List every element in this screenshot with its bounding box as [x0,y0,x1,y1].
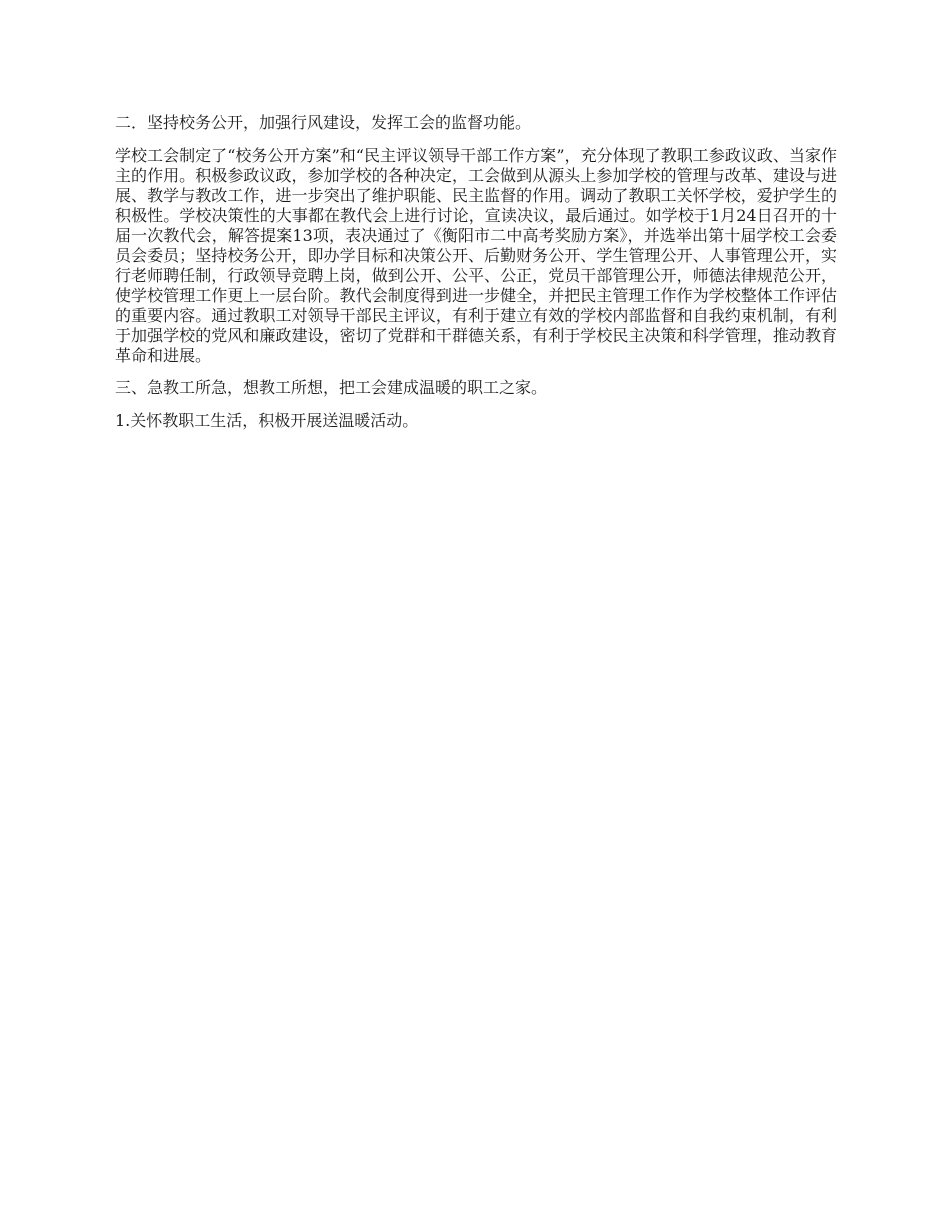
body-paragraph: 学校工会制定了“校务公开方案”和“民主评议领导干部工作方案”，充分体现了教职工参政议政、当家作主的作用。积极参政议政，参加学校的各种决定，工会做到从源头上参加学校的管理与改革、建设与进展、教学与教改工作，进一步突出了维护职能、民主监督的作用。调动了教职工关怀学校，爱护学生的积极性。学校决策性的大事都在教代会上进行讨论，宣读决议，最后通过。如学校于1月24日召开的十届一次教代会，解答提案13项，表决通过了《衡阳市二中高考奖励方案》，并选举出第十届学校工会委员会委员；坚持校务公开，即办学目标和决策公开、后勤财务公开、学生管理公开、人事管理公开，实行老师聘任制，行政领导竞聘上岗，做到公开、公平、公正，党员干部管理公开，师德法律规范公开，使学校管理工作更上一层台阶。教代会制度得到进一步健全，并把民主管理工作作为学校整体工作评估的重要内容。通过教职工对领导干部民主评议，有利于建立有效的学校内部监督和自我约束机制，有利于加强学校的党风和廉政建设，密切了党群和干群德关系，有利于学校民主决策和科学管理，推动教育革命和进展。 [115,146,837,365]
section-heading-3: 三、急教工所急，想教工所想，把工会建成温暖的职工之家。 [115,378,548,397]
document-body [115,113,837,443]
subsection-heading-1: 1.关怀教职工生活，积极开展送温暖活动。 [115,411,419,430]
section-heading-2: 二．坚持校务公开，加强行风建设，发挥工会的监督功能。 [115,113,532,132]
